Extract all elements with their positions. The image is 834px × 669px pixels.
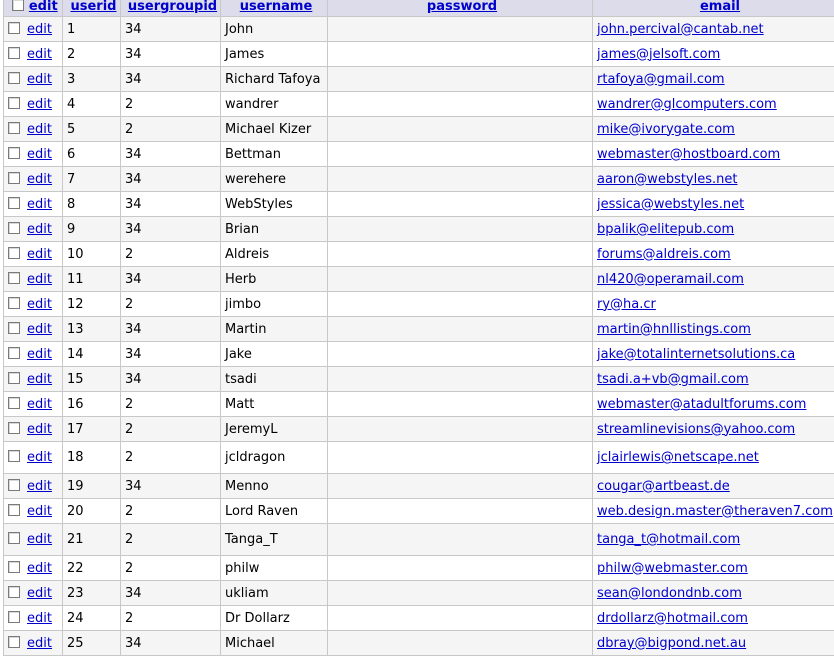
row-actions-cell (4, 631, 63, 656)
table-row (4, 606, 834, 631)
email-cell (593, 499, 834, 524)
header-password[interactable]: password (328, 0, 593, 17)
table-row (4, 217, 834, 242)
usergroupid-cell: 2 (121, 524, 221, 556)
table-row (4, 417, 834, 442)
usergroupid-cell: 34 (121, 474, 221, 499)
table-row (4, 474, 834, 499)
table-row (4, 67, 834, 92)
edit-link[interactable]: edit (27, 532, 52, 547)
username-cell: philw (221, 556, 328, 581)
table-row (4, 442, 834, 474)
username-cell: Michael (221, 631, 328, 656)
usergroupid-cell: 34 (121, 631, 221, 656)
edit-link[interactable]: edit (27, 121, 52, 137)
userid-cell: 21 (63, 524, 121, 556)
password-cell (328, 417, 593, 442)
edit-link[interactable]: edit (27, 171, 52, 187)
row-checkbox[interactable] (8, 272, 20, 284)
row-actions-cell (4, 417, 63, 442)
username-cell: wandrer (221, 92, 328, 117)
usergroupid-cell: 34 (121, 167, 221, 192)
email-link[interactable]: mike@ivorygate.com (597, 121, 735, 137)
edit-link[interactable]: edit (27, 296, 52, 312)
userid-cell: 6 (63, 142, 121, 167)
row-checkbox[interactable] (8, 611, 20, 623)
header-userid[interactable]: userid (63, 0, 121, 17)
email-cell (593, 442, 834, 474)
email-link[interactable]: ry@ha.cr (597, 296, 656, 312)
usergroupid-cell: 2 (121, 556, 221, 581)
email-cell (593, 606, 834, 631)
username-cell: Tanga_T (221, 524, 328, 556)
email-cell (593, 524, 834, 556)
table-row (4, 142, 834, 167)
email-link[interactable]: cougar@artbeast.de (597, 478, 730, 494)
userid-cell: 9 (63, 217, 121, 242)
password-cell (328, 67, 593, 92)
usergroupid-cell: 2 (121, 417, 221, 442)
username-cell: Jake (221, 342, 328, 367)
row-actions-cell (4, 499, 63, 524)
userid-cell: 17 (63, 417, 121, 442)
userid-cell: 19 (63, 474, 121, 499)
password-cell (328, 42, 593, 67)
row-checkbox[interactable] (8, 122, 20, 134)
table-row (4, 117, 834, 142)
password-cell (328, 606, 593, 631)
email-link[interactable]: john.percival@cantab.net (597, 21, 764, 37)
password-cell (328, 17, 593, 42)
email-link[interactable]: wandrer@glcomputers.com (597, 96, 777, 112)
password-cell (328, 92, 593, 117)
usergroupid-cell: 34 (121, 67, 221, 92)
userid-cell: 5 (63, 117, 121, 142)
edit-link[interactable]: edit (27, 271, 52, 287)
table-row (4, 242, 834, 267)
edit-link[interactable]: edit (27, 421, 52, 437)
usergroupid-cell: 2 (121, 292, 221, 317)
row-checkbox[interactable] (8, 22, 20, 34)
username-cell: jimbo (221, 292, 328, 317)
email-link[interactable]: rtafoya@gmail.com (597, 71, 725, 87)
email-link[interactable]: philw@webmaster.com (597, 560, 748, 576)
usergroupid-cell: 2 (121, 117, 221, 142)
userid-cell: 25 (63, 631, 121, 656)
edit-link[interactable]: edit (27, 146, 52, 162)
edit-link[interactable]: edit (27, 196, 52, 212)
edit-link[interactable]: edit (27, 635, 52, 651)
userid-cell: 18 (63, 442, 121, 474)
row-actions-cell (4, 317, 63, 342)
username-cell: jcldragon (221, 442, 328, 474)
edit-link[interactable]: edit (27, 610, 52, 626)
password-cell (328, 317, 593, 342)
username-cell: Aldreis (221, 242, 328, 267)
edit-link[interactable]: edit (27, 503, 52, 519)
usergroupid-cell: 34 (121, 142, 221, 167)
row-checkbox[interactable] (8, 561, 20, 573)
password-cell (328, 631, 593, 656)
username-cell: werehere (221, 167, 328, 192)
row-checkbox[interactable] (8, 586, 20, 598)
header-usergroupid[interactable]: usergroupid (121, 0, 221, 17)
select-all-checkbox[interactable] (12, 0, 24, 11)
row-checkbox[interactable] (8, 297, 20, 309)
edit-link[interactable]: edit (27, 560, 52, 576)
username-cell: Menno (221, 474, 328, 499)
row-actions-cell (4, 92, 63, 117)
userid-cell: 7 (63, 167, 121, 192)
password-cell (328, 217, 593, 242)
email-link[interactable]: webmaster@atadultforums.com (597, 396, 807, 412)
email-link[interactable]: web.design.master@theraven7.com (597, 503, 833, 519)
username-cell: ukliam (221, 581, 328, 606)
header-edit-label[interactable]: edit (28, 0, 58, 14)
header-username[interactable]: username (221, 0, 328, 17)
email-cell (593, 556, 834, 581)
email-cell (593, 581, 834, 606)
password-cell (328, 442, 593, 474)
email-link[interactable]: bpalik@elitepub.com (597, 221, 735, 237)
password-cell (328, 499, 593, 524)
table-body (4, 17, 834, 656)
password-cell (328, 524, 593, 556)
email-cell (593, 417, 834, 442)
email-link[interactable]: jclairlewis@netscape.net (597, 450, 759, 465)
edit-link[interactable]: edit (27, 21, 52, 37)
email-cell (593, 117, 834, 142)
username-cell: Lord Raven (221, 499, 328, 524)
email-link[interactable]: webmaster@hostboard.com (597, 146, 781, 162)
usergroupid-cell: 2 (121, 242, 221, 267)
usergroupid-cell: 2 (121, 392, 221, 417)
email-cell (593, 17, 834, 42)
row-actions-cell (4, 267, 63, 292)
row-checkbox[interactable] (8, 172, 20, 184)
userid-cell: 2 (63, 42, 121, 67)
userid-cell: 13 (63, 317, 121, 342)
password-cell (328, 474, 593, 499)
email-cell (593, 92, 834, 117)
header-edit (4, 0, 63, 17)
edit-link[interactable]: edit (27, 96, 52, 112)
password-cell (328, 292, 593, 317)
username-cell: WebStyles (221, 192, 328, 217)
password-cell (328, 267, 593, 292)
email-link[interactable]: streamlinevisions@yahoo.com (597, 421, 796, 437)
row-checkbox[interactable] (8, 422, 20, 434)
row-actions-cell (4, 117, 63, 142)
row-checkbox[interactable] (8, 247, 20, 259)
usergroupid-cell: 34 (121, 581, 221, 606)
userid-cell: 14 (63, 342, 121, 367)
row-actions-cell (4, 524, 63, 556)
table-row (4, 42, 834, 67)
email-link[interactable]: tanga_t@hotmail.com (597, 532, 741, 547)
userid-cell: 15 (63, 367, 121, 392)
table-row (4, 342, 834, 367)
header-row (4, 0, 834, 17)
username-cell: Michael Kizer (221, 117, 328, 142)
row-actions-cell (4, 67, 63, 92)
email-cell (593, 474, 834, 499)
row-actions-cell (4, 42, 63, 67)
userid-cell: 8 (63, 192, 121, 217)
edit-link[interactable]: edit (27, 450, 52, 465)
table-row (4, 17, 834, 42)
table-row (4, 192, 834, 217)
username-cell: Martin (221, 317, 328, 342)
email-cell (593, 167, 834, 192)
row-checkbox[interactable] (8, 47, 20, 59)
edit-link[interactable]: edit (27, 371, 52, 387)
row-checkbox[interactable] (8, 636, 20, 648)
row-actions-cell (4, 342, 63, 367)
row-checkbox[interactable] (8, 97, 20, 109)
row-actions-cell (4, 242, 63, 267)
edit-link[interactable]: edit (27, 46, 52, 62)
password-cell (328, 556, 593, 581)
username-cell: JeremyL (221, 417, 328, 442)
usergroupid-cell: 34 (121, 267, 221, 292)
password-cell (328, 342, 593, 367)
email-cell (593, 392, 834, 417)
table-row (4, 92, 834, 117)
row-actions-cell (4, 17, 63, 42)
table-row (4, 267, 834, 292)
password-cell (328, 117, 593, 142)
row-actions-cell (4, 556, 63, 581)
row-actions-cell (4, 217, 63, 242)
userid-cell: 12 (63, 292, 121, 317)
email-cell (593, 317, 834, 342)
username-cell: tsadi (221, 367, 328, 392)
userid-cell: 11 (63, 267, 121, 292)
row-checkbox[interactable] (8, 372, 20, 384)
userid-cell: 10 (63, 242, 121, 267)
username-cell: Herb (221, 267, 328, 292)
password-cell (328, 142, 593, 167)
edit-link[interactable]: edit (27, 321, 52, 337)
usergroupid-cell: 34 (121, 42, 221, 67)
table-row (4, 392, 834, 417)
usergroupid-cell: 2 (121, 92, 221, 117)
row-actions-cell (4, 142, 63, 167)
usergroupid-cell: 2 (121, 606, 221, 631)
usergroupid-cell: 34 (121, 217, 221, 242)
email-cell (593, 367, 834, 392)
username-cell: Bettman (221, 142, 328, 167)
row-actions-cell (4, 442, 63, 474)
email-link[interactable]: martin@hnllistings.com (597, 321, 751, 337)
email-link[interactable]: forums@aldreis.com (597, 246, 731, 262)
email-link[interactable]: nl420@operamail.com (597, 271, 744, 287)
edit-link[interactable]: edit (27, 478, 52, 494)
email-link[interactable]: drdollarz@hotmail.com (597, 610, 748, 626)
row-checkbox[interactable] (8, 347, 20, 359)
password-cell (328, 167, 593, 192)
table-row (4, 292, 834, 317)
userid-cell: 1 (63, 17, 121, 42)
row-checkbox[interactable] (8, 197, 20, 209)
edit-link[interactable]: edit (27, 346, 52, 362)
userid-cell: 23 (63, 581, 121, 606)
edit-link[interactable]: edit (27, 396, 52, 412)
usergroupid-cell: 34 (121, 192, 221, 217)
username-cell: John (221, 17, 328, 42)
row-checkbox[interactable] (8, 504, 20, 516)
email-link[interactable]: jessica@webstyles.net (597, 196, 745, 212)
edit-link[interactable]: edit (27, 246, 52, 262)
usergroupid-cell: 2 (121, 499, 221, 524)
username-cell: Richard Tafoya (221, 67, 328, 92)
usergroupid-cell: 34 (121, 367, 221, 392)
row-checkbox[interactable] (8, 397, 20, 409)
table-row (4, 524, 834, 556)
row-actions-cell (4, 392, 63, 417)
edit-link[interactable]: edit (27, 221, 52, 237)
username-cell: James (221, 42, 328, 67)
username-cell: Brian (221, 217, 328, 242)
usergroupid-cell: 34 (121, 317, 221, 342)
email-cell (593, 142, 834, 167)
table-row (4, 581, 834, 606)
email-link[interactable]: jake@totalinternetsolutions.ca (597, 346, 796, 362)
table-row (4, 317, 834, 342)
email-cell (593, 631, 834, 656)
password-cell (328, 192, 593, 217)
table-row (4, 556, 834, 581)
row-checkbox[interactable] (8, 72, 20, 84)
row-checkbox[interactable] (8, 222, 20, 234)
row-actions-cell (4, 367, 63, 392)
row-actions-cell (4, 606, 63, 631)
header-email[interactable]: email (593, 0, 834, 17)
users-table (3, 0, 834, 656)
usergroupid-cell: 34 (121, 342, 221, 367)
row-checkbox[interactable] (8, 450, 20, 462)
email-cell (593, 217, 834, 242)
row-checkbox[interactable] (8, 479, 20, 491)
userid-cell: 22 (63, 556, 121, 581)
row-actions-cell (4, 474, 63, 499)
email-link[interactable]: sean@londondnb.com (597, 585, 742, 601)
email-link[interactable]: james@jelsoft.com (597, 46, 721, 62)
userid-cell: 20 (63, 499, 121, 524)
row-checkbox[interactable] (8, 532, 20, 544)
table-row (4, 499, 834, 524)
edit-link[interactable]: edit (27, 71, 52, 87)
userid-cell: 16 (63, 392, 121, 417)
row-checkbox[interactable] (8, 322, 20, 334)
password-cell (328, 367, 593, 392)
email-link[interactable]: aaron@webstyles.net (597, 171, 738, 187)
userid-cell: 24 (63, 606, 121, 631)
row-actions-cell (4, 292, 63, 317)
email-cell (593, 342, 834, 367)
email-link[interactable]: tsadi.a+vb@gmail.com (597, 371, 749, 387)
email-cell (593, 42, 834, 67)
table-row (4, 167, 834, 192)
password-cell (328, 392, 593, 417)
email-cell (593, 192, 834, 217)
edit-link[interactable]: edit (27, 585, 52, 601)
row-actions-cell (4, 581, 63, 606)
usergroupid-cell: 34 (121, 17, 221, 42)
email-cell (593, 292, 834, 317)
username-cell: Matt (221, 392, 328, 417)
email-link[interactable]: dbray@bigpond.net.au (597, 635, 747, 651)
table-row (4, 631, 834, 656)
usergroupid-cell: 2 (121, 442, 221, 474)
userid-cell: 3 (63, 67, 121, 92)
row-checkbox[interactable] (8, 147, 20, 159)
table-row (4, 367, 834, 392)
password-cell (328, 242, 593, 267)
username-cell: Dr Dollarz (221, 606, 328, 631)
email-cell (593, 67, 834, 92)
userid-cell: 4 (63, 92, 121, 117)
row-actions-cell (4, 192, 63, 217)
row-actions-cell (4, 167, 63, 192)
password-cell (328, 581, 593, 606)
email-cell (593, 267, 834, 292)
email-cell (593, 242, 834, 267)
